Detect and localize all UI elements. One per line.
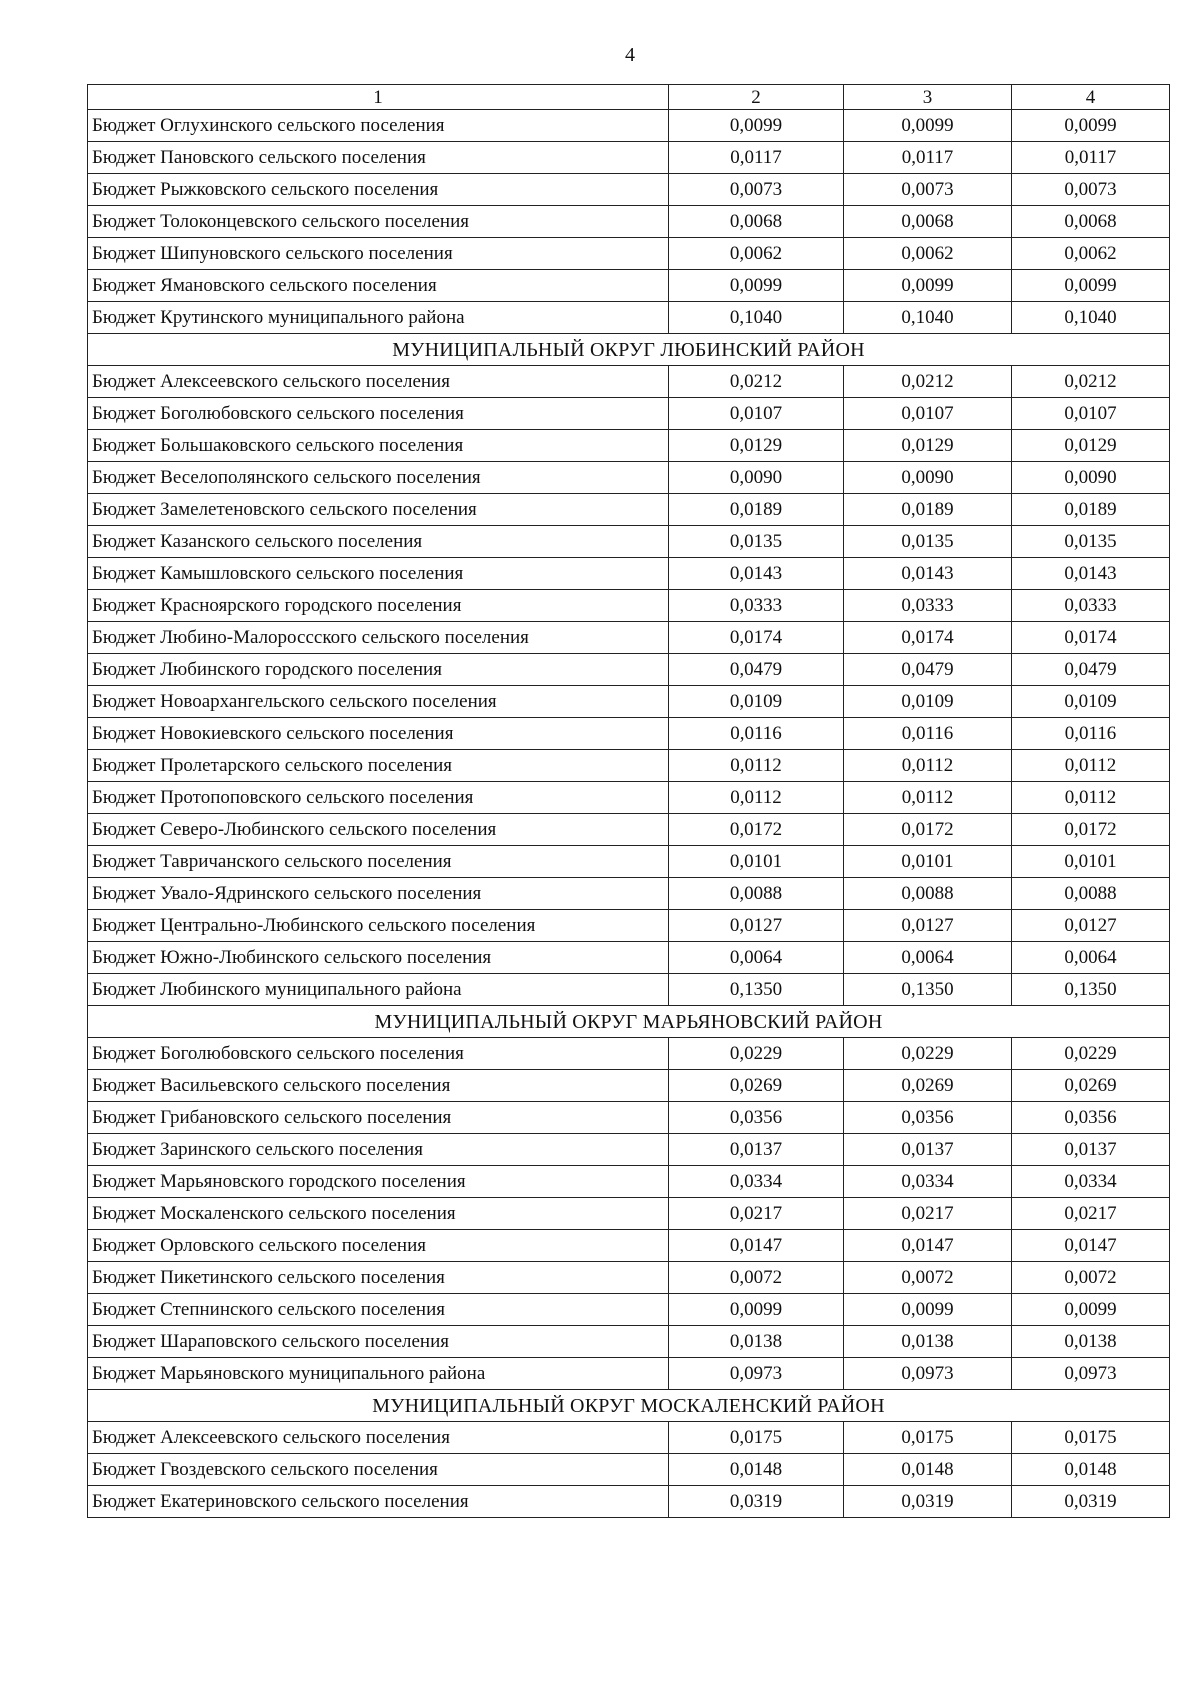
table-row — [88, 1166, 1170, 1198]
value-cell-col2: 0,0174 — [669, 622, 844, 654]
value-cell-col4: 0,0973 — [1012, 1358, 1170, 1390]
table-row — [88, 142, 1170, 174]
section-title: МУНИЦИПАЛЬНЫЙ ОКРУГ МАРЬЯНОВСКИЙ РАЙОН — [88, 1006, 1170, 1038]
table-row — [88, 1326, 1170, 1358]
value-cell-col4: 0,0099 — [1012, 1294, 1170, 1326]
value-cell-col2: 0,0143 — [669, 558, 844, 590]
budget-name-cell: Бюджет Марьяновского муниципального района — [88, 1358, 669, 1390]
value-cell-col4: 0,0229 — [1012, 1038, 1170, 1070]
value-cell-col3: 0,0212 — [844, 366, 1012, 398]
budget-name-cell: Бюджет Шараповского сельского поселения — [88, 1326, 669, 1358]
value-cell-col4: 0,0112 — [1012, 782, 1170, 814]
table-body — [88, 85, 1170, 1518]
value-cell-col2: 0,0112 — [669, 750, 844, 782]
value-cell-col2: 0,0334 — [669, 1166, 844, 1198]
table-row — [88, 302, 1170, 334]
value-cell-col4: 0,0088 — [1012, 878, 1170, 910]
table-row — [88, 238, 1170, 270]
table-row — [88, 366, 1170, 398]
value-cell-col3: 0,0062 — [844, 238, 1012, 270]
value-cell-col2: 0,0356 — [669, 1102, 844, 1134]
value-cell-col4: 0,0099 — [1012, 110, 1170, 142]
column-header-4: 4 — [1012, 85, 1170, 110]
value-cell-col4: 0,0117 — [1012, 142, 1170, 174]
value-cell-col3: 0,0109 — [844, 686, 1012, 718]
table-row — [88, 750, 1170, 782]
value-cell-col3: 0,0189 — [844, 494, 1012, 526]
value-cell-col4: 0,0269 — [1012, 1070, 1170, 1102]
table-row — [88, 270, 1170, 302]
table-row — [88, 1262, 1170, 1294]
budget-name-cell: Бюджет Гвоздевского сельского поселения — [88, 1454, 669, 1486]
page-number: 4 — [625, 44, 635, 66]
budget-name-cell: Бюджет Боголюбовского сельского поселения — [88, 398, 669, 430]
budget-name-cell: Бюджет Любинского городского поселения — [88, 654, 669, 686]
value-cell-col2: 0,0217 — [669, 1198, 844, 1230]
table-row — [88, 622, 1170, 654]
value-cell-col3: 0,0217 — [844, 1198, 1012, 1230]
value-cell-col2: 0,0147 — [669, 1230, 844, 1262]
value-cell-col4: 0,0135 — [1012, 526, 1170, 558]
budget-table — [87, 84, 1170, 1518]
value-cell-col4: 0,0175 — [1012, 1422, 1170, 1454]
budget-name-cell: Бюджет Грибановского сельского поселения — [88, 1102, 669, 1134]
value-cell-col4: 0,0112 — [1012, 750, 1170, 782]
table-row — [88, 1230, 1170, 1262]
budget-name-cell: Бюджет Рыжковского сельского поселения — [88, 174, 669, 206]
value-cell-col3: 0,0107 — [844, 398, 1012, 430]
value-cell-col3: 0,0129 — [844, 430, 1012, 462]
value-cell-col2: 0,0073 — [669, 174, 844, 206]
section-title: МУНИЦИПАЛЬНЫЙ ОКРУГ ЛЮБИНСКИЙ РАЙОН — [88, 334, 1170, 366]
value-cell-col4: 0,0212 — [1012, 366, 1170, 398]
budget-name-cell: Бюджет Толоконцевского сельского поселения — [88, 206, 669, 238]
value-cell-col4: 0,0127 — [1012, 910, 1170, 942]
section-title: МУНИЦИПАЛЬНЫЙ ОКРУГ МОСКАЛЕНСКИЙ РАЙОН — [88, 1390, 1170, 1422]
value-cell-col2: 0,0099 — [669, 110, 844, 142]
value-cell-col3: 0,0319 — [844, 1486, 1012, 1518]
table-row — [88, 1198, 1170, 1230]
budget-name-cell: Бюджет Екатериновского сельского поселения — [88, 1486, 669, 1518]
value-cell-col3: 0,1040 — [844, 302, 1012, 334]
budget-name-cell: Бюджет Любинского муниципального района — [88, 974, 669, 1006]
value-cell-col2: 0,0212 — [669, 366, 844, 398]
value-cell-col3: 0,0269 — [844, 1070, 1012, 1102]
value-cell-col3: 0,0101 — [844, 846, 1012, 878]
value-cell-col3: 0,0356 — [844, 1102, 1012, 1134]
budget-name-cell: Бюджет Тавричанского сельского поселения — [88, 846, 669, 878]
value-cell-col4: 0,0072 — [1012, 1262, 1170, 1294]
value-cell-col4: 0,0148 — [1012, 1454, 1170, 1486]
value-cell-col3: 0,0064 — [844, 942, 1012, 974]
value-cell-col4: 0,0319 — [1012, 1486, 1170, 1518]
budget-name-cell: Бюджет Протопоповского сельского поселения — [88, 782, 669, 814]
value-cell-col2: 0,0088 — [669, 878, 844, 910]
value-cell-col3: 0,0174 — [844, 622, 1012, 654]
value-cell-col4: 0,0062 — [1012, 238, 1170, 270]
budget-name-cell: Бюджет Ямановского сельского поселения — [88, 270, 669, 302]
value-cell-col3: 0,0147 — [844, 1230, 1012, 1262]
budget-name-cell: Бюджет Пикетинского сельского поселения — [88, 1262, 669, 1294]
table-row — [88, 398, 1170, 430]
table-row — [88, 1134, 1170, 1166]
table-row — [88, 910, 1170, 942]
value-cell-col4: 0,0138 — [1012, 1326, 1170, 1358]
table-row — [88, 462, 1170, 494]
value-cell-col2: 0,0062 — [669, 238, 844, 270]
value-cell-col2: 0,0117 — [669, 142, 844, 174]
value-cell-col2: 0,1350 — [669, 974, 844, 1006]
value-cell-col4: 0,0090 — [1012, 462, 1170, 494]
table-row — [88, 1038, 1170, 1070]
value-cell-col4: 0,0333 — [1012, 590, 1170, 622]
table-row — [88, 558, 1170, 590]
budget-name-cell: Бюджет Шипуновского сельского поселения — [88, 238, 669, 270]
value-cell-col2: 0,0479 — [669, 654, 844, 686]
value-cell-col3: 0,0099 — [844, 270, 1012, 302]
value-cell-col4: 0,0129 — [1012, 430, 1170, 462]
value-cell-col4: 0,0116 — [1012, 718, 1170, 750]
value-cell-col2: 0,0175 — [669, 1422, 844, 1454]
budget-name-cell: Бюджет Марьяновского городского поселения — [88, 1166, 669, 1198]
budget-name-cell: Бюджет Северо-Любинского сельского поселения — [88, 814, 669, 846]
value-cell-col2: 0,0064 — [669, 942, 844, 974]
value-cell-col3: 0,1350 — [844, 974, 1012, 1006]
value-cell-col2: 0,0189 — [669, 494, 844, 526]
table-row — [88, 174, 1170, 206]
table-row — [88, 782, 1170, 814]
value-cell-col2: 0,0129 — [669, 430, 844, 462]
value-cell-col4: 0,0172 — [1012, 814, 1170, 846]
budget-name-cell: Бюджет Васильевского сельского поселения — [88, 1070, 669, 1102]
value-cell-col3: 0,0137 — [844, 1134, 1012, 1166]
budget-name-cell: Бюджет Увало-Ядринского сельского поселения — [88, 878, 669, 910]
budget-name-cell: Бюджет Москаленского сельского поселения — [88, 1198, 669, 1230]
value-cell-col3: 0,0072 — [844, 1262, 1012, 1294]
value-cell-col2: 0,0148 — [669, 1454, 844, 1486]
value-cell-col4: 0,0101 — [1012, 846, 1170, 878]
value-cell-col2: 0,0138 — [669, 1326, 844, 1358]
value-cell-col2: 0,0319 — [669, 1486, 844, 1518]
value-cell-col3: 0,0112 — [844, 750, 1012, 782]
table-row — [88, 846, 1170, 878]
value-cell-col4: 0,0109 — [1012, 686, 1170, 718]
value-cell-col4: 0,0143 — [1012, 558, 1170, 590]
value-cell-col3: 0,0090 — [844, 462, 1012, 494]
value-cell-col2: 0,0229 — [669, 1038, 844, 1070]
value-cell-col3: 0,0135 — [844, 526, 1012, 558]
value-cell-col2: 0,0101 — [669, 846, 844, 878]
value-cell-col4: 0,0174 — [1012, 622, 1170, 654]
value-cell-col2: 0,0333 — [669, 590, 844, 622]
budget-name-cell: Бюджет Алексеевского сельского поселения — [88, 366, 669, 398]
value-cell-col2: 0,0269 — [669, 1070, 844, 1102]
table-row — [88, 1102, 1170, 1134]
value-cell-col2: 0,0973 — [669, 1358, 844, 1390]
budget-name-cell: Бюджет Новокиевского сельского поселения — [88, 718, 669, 750]
value-cell-col3: 0,0099 — [844, 1294, 1012, 1326]
value-cell-col4: 0,0068 — [1012, 206, 1170, 238]
value-cell-col3: 0,0334 — [844, 1166, 1012, 1198]
section-header-row — [88, 1006, 1170, 1038]
value-cell-col3: 0,0148 — [844, 1454, 1012, 1486]
budget-name-cell: Бюджет Центрально-Любинского сельского поселения — [88, 910, 669, 942]
value-cell-col2: 0,0172 — [669, 814, 844, 846]
value-cell-col2: 0,0072 — [669, 1262, 844, 1294]
table-row — [88, 526, 1170, 558]
table-row — [88, 1358, 1170, 1390]
value-cell-col2: 0,0127 — [669, 910, 844, 942]
value-cell-col4: 0,0334 — [1012, 1166, 1170, 1198]
budget-name-cell: Бюджет Веселополянского сельского поселения — [88, 462, 669, 494]
value-cell-col3: 0,0172 — [844, 814, 1012, 846]
budget-name-cell: Бюджет Новоархангельского сельского поселения — [88, 686, 669, 718]
value-cell-col2: 0,0090 — [669, 462, 844, 494]
value-cell-col4: 0,0189 — [1012, 494, 1170, 526]
value-cell-col4: 0,0107 — [1012, 398, 1170, 430]
table-row — [88, 494, 1170, 526]
budget-name-cell: Бюджет Камышловского сельского поселения — [88, 558, 669, 590]
value-cell-col3: 0,0333 — [844, 590, 1012, 622]
section-header-row — [88, 1390, 1170, 1422]
table-row — [88, 878, 1170, 910]
budget-name-cell: Бюджет Красноярского городского поселения — [88, 590, 669, 622]
section-header-row — [88, 334, 1170, 366]
column-header-1: 1 — [88, 85, 669, 110]
value-cell-col3: 0,0138 — [844, 1326, 1012, 1358]
value-cell-col2: 0,0099 — [669, 1294, 844, 1326]
budget-name-cell: Бюджет Южно-Любинского сельского поселения — [88, 942, 669, 974]
value-cell-col4: 0,0147 — [1012, 1230, 1170, 1262]
table-row — [88, 110, 1170, 142]
table-row — [88, 654, 1170, 686]
value-cell-col2: 0,0068 — [669, 206, 844, 238]
value-cell-col2: 0,0112 — [669, 782, 844, 814]
budget-name-cell: Бюджет Боголюбовского сельского поселения — [88, 1038, 669, 1070]
table-row — [88, 686, 1170, 718]
budget-name-cell: Бюджет Степнинского сельского поселения — [88, 1294, 669, 1326]
budget-name-cell: Бюджет Пановского сельского поселения — [88, 142, 669, 174]
value-cell-col3: 0,0229 — [844, 1038, 1012, 1070]
value-cell-col3: 0,0073 — [844, 174, 1012, 206]
value-cell-col4: 0,0479 — [1012, 654, 1170, 686]
table-row — [88, 1486, 1170, 1518]
value-cell-col2: 0,0137 — [669, 1134, 844, 1166]
budget-name-cell: Бюджет Пролетарского сельского поселения — [88, 750, 669, 782]
value-cell-col2: 0,0109 — [669, 686, 844, 718]
value-cell-col2: 0,1040 — [669, 302, 844, 334]
column-header-2: 2 — [669, 85, 844, 110]
value-cell-col3: 0,0099 — [844, 110, 1012, 142]
value-cell-col3: 0,0479 — [844, 654, 1012, 686]
budget-name-cell: Бюджет Любино-Малороссского сельского поселения — [88, 622, 669, 654]
value-cell-col4: 0,0137 — [1012, 1134, 1170, 1166]
value-cell-col3: 0,0068 — [844, 206, 1012, 238]
value-cell-col3: 0,0112 — [844, 782, 1012, 814]
budget-name-cell: Бюджет Заринского сельского поселения — [88, 1134, 669, 1166]
value-cell-col3: 0,0127 — [844, 910, 1012, 942]
value-cell-col4: 0,0356 — [1012, 1102, 1170, 1134]
value-cell-col2: 0,0099 — [669, 270, 844, 302]
table-row — [88, 1070, 1170, 1102]
table-row — [88, 1422, 1170, 1454]
budget-name-cell: Бюджет Алексеевского сельского поселения — [88, 1422, 669, 1454]
value-cell-col2: 0,0135 — [669, 526, 844, 558]
column-header-3: 3 — [844, 85, 1012, 110]
budget-name-cell: Бюджет Крутинского муниципального района — [88, 302, 669, 334]
value-cell-col4: 0,1040 — [1012, 302, 1170, 334]
value-cell-col2: 0,0107 — [669, 398, 844, 430]
budget-name-cell: Бюджет Замелетеновского сельского поселения — [88, 494, 669, 526]
value-cell-col3: 0,0117 — [844, 142, 1012, 174]
table-row — [88, 942, 1170, 974]
value-cell-col4: 0,1350 — [1012, 974, 1170, 1006]
table-row — [88, 974, 1170, 1006]
value-cell-col3: 0,0973 — [844, 1358, 1012, 1390]
table-row — [88, 1294, 1170, 1326]
value-cell-col3: 0,0175 — [844, 1422, 1012, 1454]
value-cell-col4: 0,0064 — [1012, 942, 1170, 974]
budget-name-cell: Бюджет Оглухинского сельского поселения — [88, 110, 669, 142]
value-cell-col3: 0,0116 — [844, 718, 1012, 750]
value-cell-col4: 0,0073 — [1012, 174, 1170, 206]
table-row — [88, 1454, 1170, 1486]
value-cell-col4: 0,0217 — [1012, 1198, 1170, 1230]
table-row — [88, 814, 1170, 846]
value-cell-col4: 0,0099 — [1012, 270, 1170, 302]
table-row — [88, 590, 1170, 622]
budget-name-cell: Бюджет Казанского сельского поселения — [88, 526, 669, 558]
table-row — [88, 206, 1170, 238]
budget-name-cell: Бюджет Большаковского сельского поселения — [88, 430, 669, 462]
value-cell-col3: 0,0143 — [844, 558, 1012, 590]
table-row — [88, 718, 1170, 750]
table-header-row — [88, 85, 1170, 110]
value-cell-col3: 0,0088 — [844, 878, 1012, 910]
budget-name-cell: Бюджет Орловского сельского поселения — [88, 1230, 669, 1262]
table-row — [88, 430, 1170, 462]
value-cell-col2: 0,0116 — [669, 718, 844, 750]
